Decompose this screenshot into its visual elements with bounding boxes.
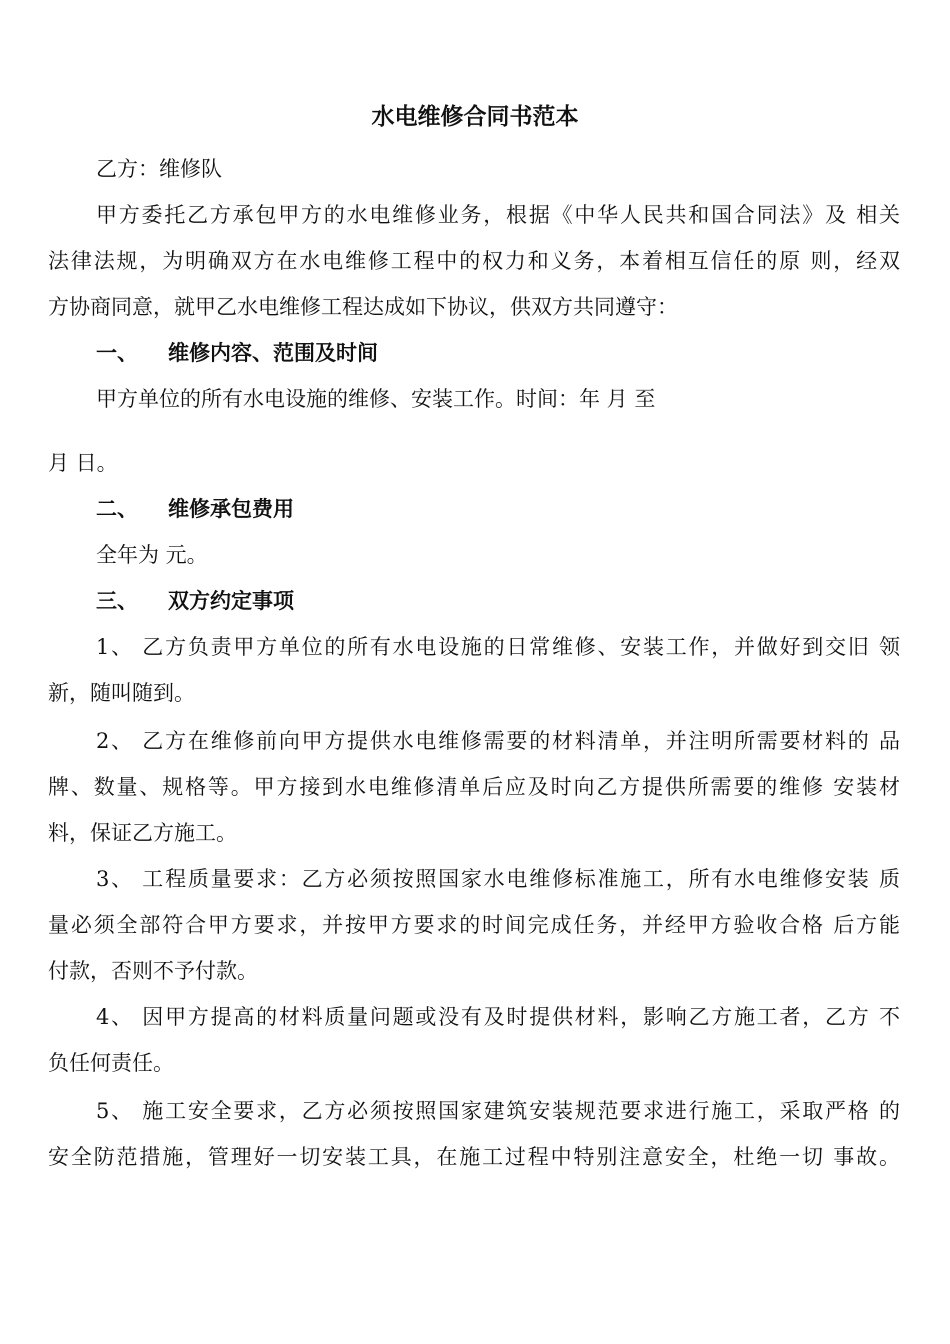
section-1-number: 一、 [96, 340, 138, 365]
section-2-number: 二、 [96, 496, 138, 521]
intro-line-1: 甲方委托乙方承包甲方的水电维修业务，根据《中华人民共和国合同法》及 相关 [96, 203, 900, 227]
section-2-title: 维修承包费用 [168, 496, 294, 521]
section-2-line-1: 全年为 元。 [96, 543, 208, 567]
party-b-line: 乙方：维修队 [96, 157, 222, 181]
section-3-title: 双方约定事项 [168, 588, 294, 613]
item-1-line-1: 1、 乙方负责甲方单位的所有水电设施的日常维修、安装工作，并做好到交旧 领 [96, 635, 900, 659]
item-3-line-2: 量必须全部符合甲方要求，并按甲方要求的时间完成任务，并经甲方验收合格 后方能 [48, 913, 901, 937]
item-2-line-1: 2、 乙方在维修前向甲方提供水电维修需要的材料清单，并注明所需要材料的 品 [96, 729, 900, 753]
section-3-number: 三、 [96, 588, 138, 613]
item-5-line-2: 安全防范措施，管理好一切安装工具，在施工过程中特别注意安全，杜绝一切 事故。 [48, 1145, 901, 1169]
section-1-line-2: 月 日。 [48, 451, 118, 475]
section-3-heading [96, 588, 294, 614]
item-2-line-3: 料，保证乙方施工。 [48, 821, 237, 845]
document-title: 水电维修合同书范本 [371, 103, 579, 130]
item-1-line-2: 新，随叫随到。 [48, 681, 195, 705]
intro-line-2: 法律法规，为明确双方在水电维修工程中的权力和义务，本着相互信任的原 则，经双 [48, 249, 900, 273]
item-4-line-1: 4、 因甲方提高的材料质量问题或没有及时提供材料，影响乙方施工者，乙方 不 [96, 1005, 900, 1029]
section-1-line-1: 甲方单位的所有水电设施的维修、安装工作。时间：年 月 至 [96, 387, 656, 411]
item-4-line-2: 负任何责任。 [48, 1051, 174, 1075]
section-1-heading [96, 340, 378, 366]
section-1-title: 维修内容、范围及时间 [168, 340, 378, 365]
item-2-line-2: 牌、数量、规格等。甲方接到水电维修清单后应及时向乙方提供所需要的维修 安装材 [48, 775, 901, 799]
item-3-line-3: 付款，否则不予付款。 [48, 959, 258, 983]
item-5-line-1: 5、 施工安全要求，乙方必须按照国家建筑安装规范要求进行施工，采取严格 的 [96, 1099, 900, 1123]
intro-line-3: 方协商同意，就甲乙水电维修工程达成如下协议，供双方共同遵守： [48, 295, 678, 319]
item-3-line-1: 3、 工程质量要求：乙方必须按照国家水电维修标准施工，所有水电维修安装 质 [96, 867, 900, 891]
section-2-heading [96, 496, 294, 522]
